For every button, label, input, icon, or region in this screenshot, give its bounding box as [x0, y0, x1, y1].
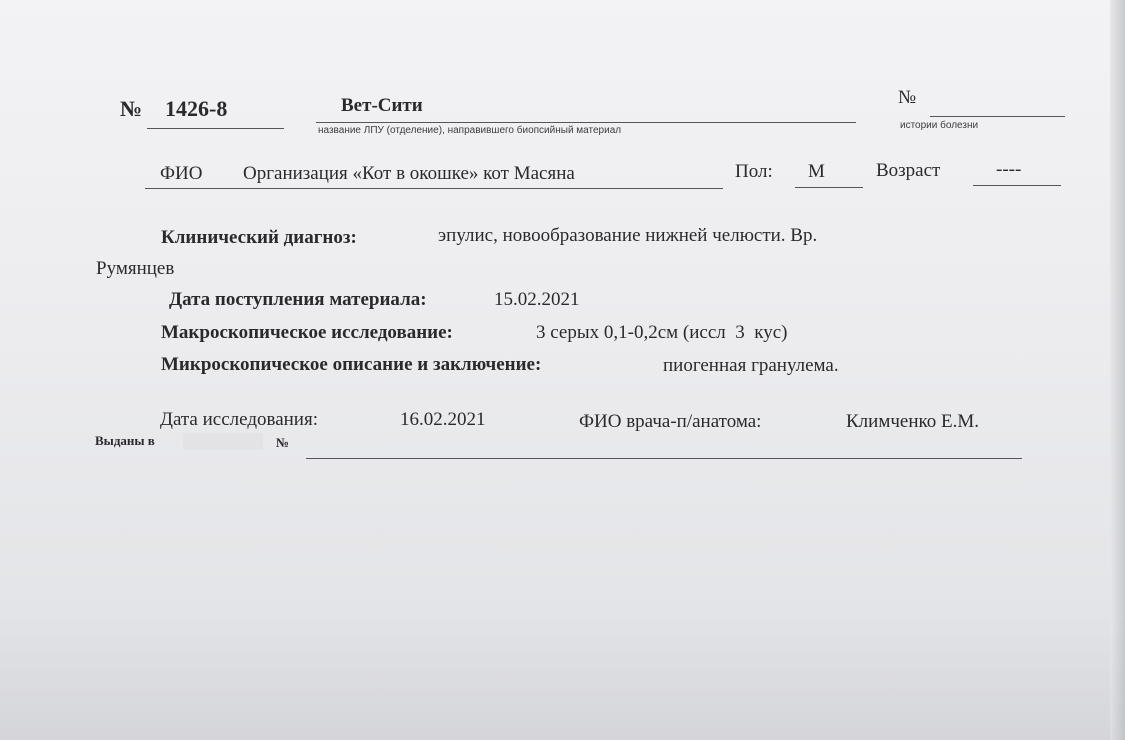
- macro-label: Макроскопическое исследование:: [161, 322, 453, 343]
- fio-underline: [145, 188, 723, 189]
- issued-number-sign: №: [276, 435, 290, 450]
- report-number: 1426-8: [165, 96, 228, 121]
- micro-value: пиогенная гранулема.: [663, 355, 839, 376]
- diagnosis-value: эпулис, новообразование нижней челюсти. Вр.: [438, 225, 818, 246]
- history-underline: [930, 116, 1065, 117]
- clinic-caption: название ЛПУ (отделение), направившего биопсийный материал: [318, 125, 622, 136]
- study-date-value: 16.02.2021: [400, 409, 486, 430]
- redacted-area: [183, 433, 263, 450]
- sex-value: М: [808, 161, 825, 182]
- sex-underline: [795, 187, 863, 188]
- fio-value: Организация «Кот в окошке» кот Масяна: [243, 163, 575, 184]
- history-number-sign: №: [898, 87, 917, 108]
- clinic-underline: [316, 122, 856, 123]
- sex-label: Пол:: [735, 161, 773, 182]
- report-number-underline: [147, 128, 284, 129]
- age-value: ----: [996, 159, 1022, 180]
- issued-label: Выданы в: [95, 433, 155, 448]
- doctor-value: Климченко Е.М.: [846, 411, 980, 432]
- clinic-name: Вет-Сити: [341, 95, 423, 116]
- paper-shadow: [0, 610, 1125, 740]
- doctor-label: ФИО врача-п/анатома:: [579, 411, 762, 432]
- diagnosis-label: Клинический диагноз:: [161, 227, 357, 248]
- micro-label: Микроскопическое описание и заключение:: [161, 354, 542, 375]
- diagnosis-value-continued: Румянцев: [96, 258, 175, 279]
- age-underline: [973, 185, 1061, 186]
- age-label: Возраст: [876, 160, 941, 181]
- history-caption: истории болезни: [900, 120, 979, 131]
- issued-underline: [306, 458, 1022, 459]
- received-date-label: Дата поступления материала:: [169, 289, 427, 310]
- fio-label: ФИО: [160, 163, 203, 184]
- report-number-sign: №: [120, 96, 143, 121]
- received-date-value: 15.02.2021: [494, 289, 580, 310]
- study-date-label: Дата исследования:: [160, 409, 318, 430]
- macro-value: 3 серых 0,1-0,2см (иссл 3 кус): [536, 322, 788, 343]
